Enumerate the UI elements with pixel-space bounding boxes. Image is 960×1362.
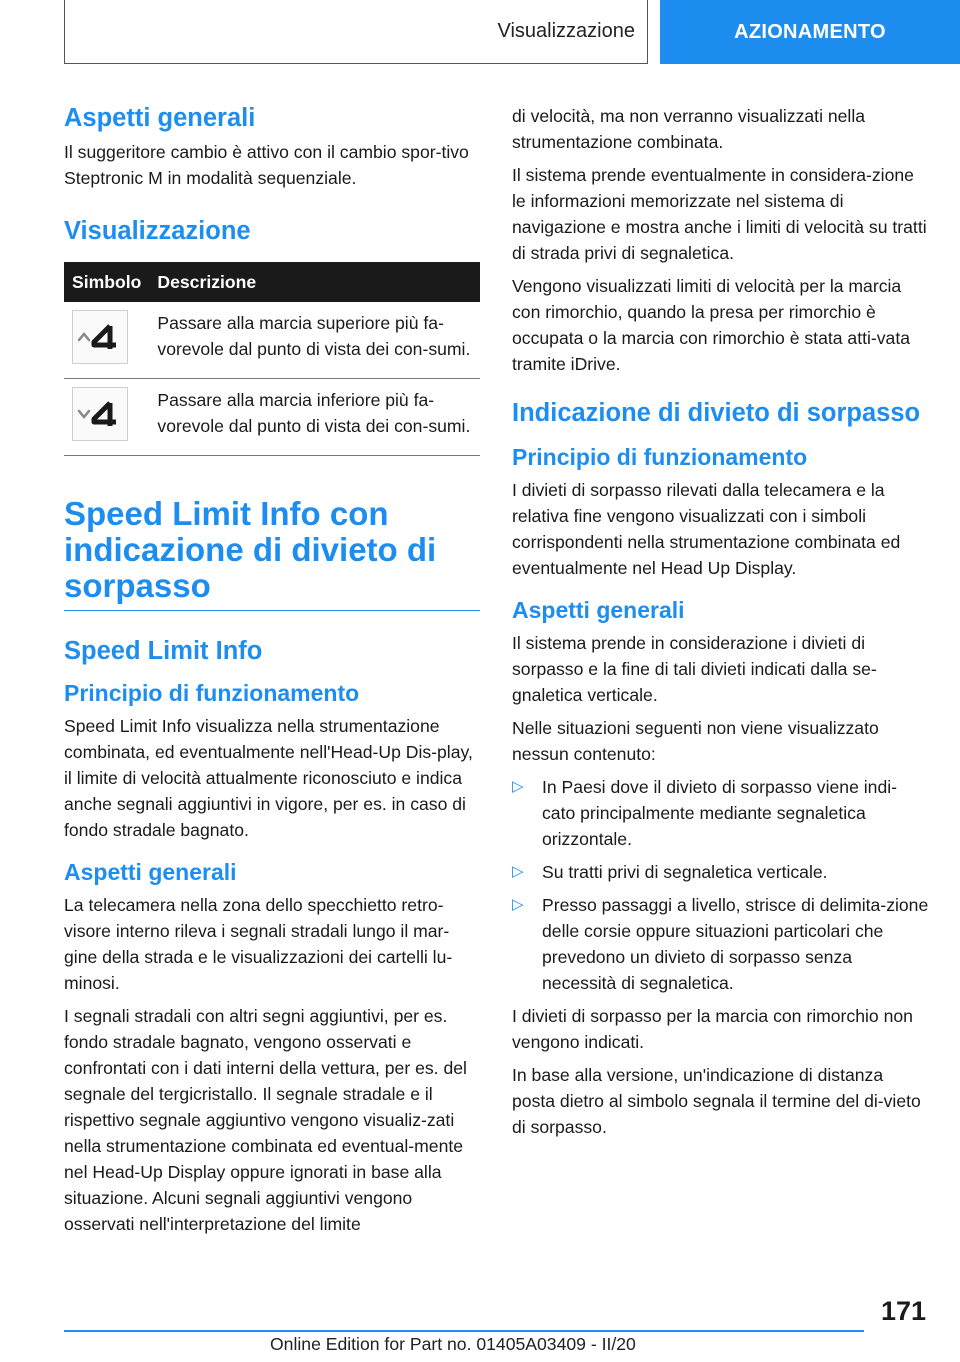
- header-section-title: Visualizzazione: [497, 20, 635, 42]
- paragraph: Il sistema prende in considerazione i divieti di sorpasso e la fine di tali divieti indicati dalla se‐gnaletica verticale.: [512, 633, 877, 705]
- chapter-tab[interactable]: [660, 0, 960, 64]
- left-column: [64, 104, 480, 1244]
- heading-aspetti-generali-3: Aspetti generali: [512, 597, 685, 623]
- heading-divieto-sorpasso: Indicazione di divieto di sorpasso: [512, 399, 921, 427]
- gear-down-4-icon: [72, 387, 128, 441]
- heading-speed-limit-info: Speed Limit Info: [64, 637, 263, 665]
- paragraph: di velocità, ma non verranno visualizzati nella strumentazione combinata.: [512, 106, 866, 152]
- table-cell-description: Passare alla marcia inferiore più fa‐vorevole dal punto di vista dei con‐sumi.: [149, 379, 480, 456]
- chapter-heading: Speed Limit Info con indicazione di divieto di sorpasso: [64, 495, 437, 604]
- table-header-simbolo: Simbolo: [64, 262, 149, 302]
- paragraph: I divieti di sorpasso per la marcia con rimorchio non vengono indicati.: [512, 1006, 913, 1052]
- table-cell-symbol: [64, 379, 149, 456]
- table-row: [64, 302, 480, 379]
- paragraph: In base alla versione, un'indicazione di distanza posta dietro al simbolo segnala il termine del di‐vieto di sorpasso.: [512, 1065, 921, 1137]
- triangle-bullet-icon: ▷: [512, 863, 524, 880]
- table-row: [64, 379, 480, 456]
- paragraph: I segnali stradali con altri segni aggiuntivi, per es. fondo stradale bagnato, vengono osservati e confrontati con i dati interni della vettura, per es. del segnale del tergicristallo. Il segnale stradale e il rispettivo segnale aggiuntivo vengono visualiz‐zati nella strumentazione combinata ed eventual‐mente nel Head-Up Display oppure ignorati in base alla situazione. Alcuni segnali aggiuntivi vengono osservati nell'interpretazione del limite: [64, 1006, 467, 1234]
- table-header-descrizione: Descrizione: [149, 262, 480, 302]
- paragraph: Il sistema prende eventualmente in considera‐zione le informazioni memorizzate nel sistema di navigazione e mostra anche i limiti di velocità su tratti di strada privi di segnaletica.: [512, 165, 927, 263]
- heading-principio: Principio di funzionamento: [512, 444, 808, 470]
- heading-aspetti-generali: Aspetti generali: [64, 104, 256, 132]
- paragraph: Vengono visualizzati limiti di velocità per la marcia con rimorchio, quando la presa per rimorchio è occupata o la marcia con rimorchio è stata atti‐vata tramite iDrive.: [512, 276, 910, 374]
- heading-aspetti-generali-2: Aspetti generali: [64, 859, 237, 885]
- footer-edition: Online Edition for Part no. 01405A03409 - II/20: [270, 1334, 636, 1354]
- table-cell-symbol: [64, 302, 149, 379]
- paragraph: I divieti di sorpasso rilevati dalla telecamera e la relativa fine vengono visualizzati con i simboli corrispondenti nella strumentazione combinata ed eventualmente nel Head Up Display.: [512, 480, 901, 578]
- chapter-tab-label: AZIONAMENTO: [734, 20, 886, 43]
- list-item: ▷ Su tratti privi di segnaletica verticale.: [512, 859, 930, 885]
- triangle-bullet-icon: ▷: [512, 778, 524, 795]
- footer-divider: [64, 1330, 864, 1332]
- heading-visualizzazione: Visualizzazione: [64, 217, 251, 245]
- paragraph: Il suggeritore cambio è attivo con il cambio spor‐tivo Steptronic M in modalità sequenziale.: [64, 142, 469, 188]
- header-section-box: [64, 0, 648, 64]
- right-column: [512, 103, 930, 1147]
- paragraph: Speed Limit Info visualizza nella strumentazione combinata, ed eventualmente nell'Head-Up Dis‐play, il limite di velocità attualmente riconosciuto e indica anche segnali aggiuntivi in vigore, per es. in caso di fondo stradale bagnato.: [64, 716, 473, 840]
- paragraph: La telecamera nella zona dello specchietto retro‐visore interno rileva i segnali stradali lungo il mar‐gine della strada e le visualizzazioni dei cartelli lu‐minosi.: [64, 895, 453, 993]
- chapter-heading-wrap: [64, 496, 480, 611]
- table-cell-description: Passare alla marcia superiore più fa‐vorevole dal punto di vista dei con‐sumi.: [149, 302, 480, 379]
- page-number: 171: [880, 1296, 926, 1326]
- bullet-list: [512, 774, 930, 996]
- heading-principio: Principio di funzionamento: [64, 680, 360, 706]
- symbol-table: [64, 262, 480, 456]
- list-item: ▷ In Paesi dove il divieto di sorpasso viene indi‐cato principalmente mediante segnaletica orizzontale.: [512, 774, 930, 852]
- triangle-bullet-icon: ▷: [512, 896, 524, 913]
- paragraph: Nelle situazioni seguenti non viene visualizzato nessun contenuto:: [512, 718, 879, 764]
- gear-up-4-icon: [72, 310, 128, 364]
- list-item: ▷ Presso passaggi a livello, strisce di delimita‐zione delle corsie oppure situazioni particolari che prevedono un divieto di sorpasso senza necessità di segnaletica.: [512, 892, 930, 996]
